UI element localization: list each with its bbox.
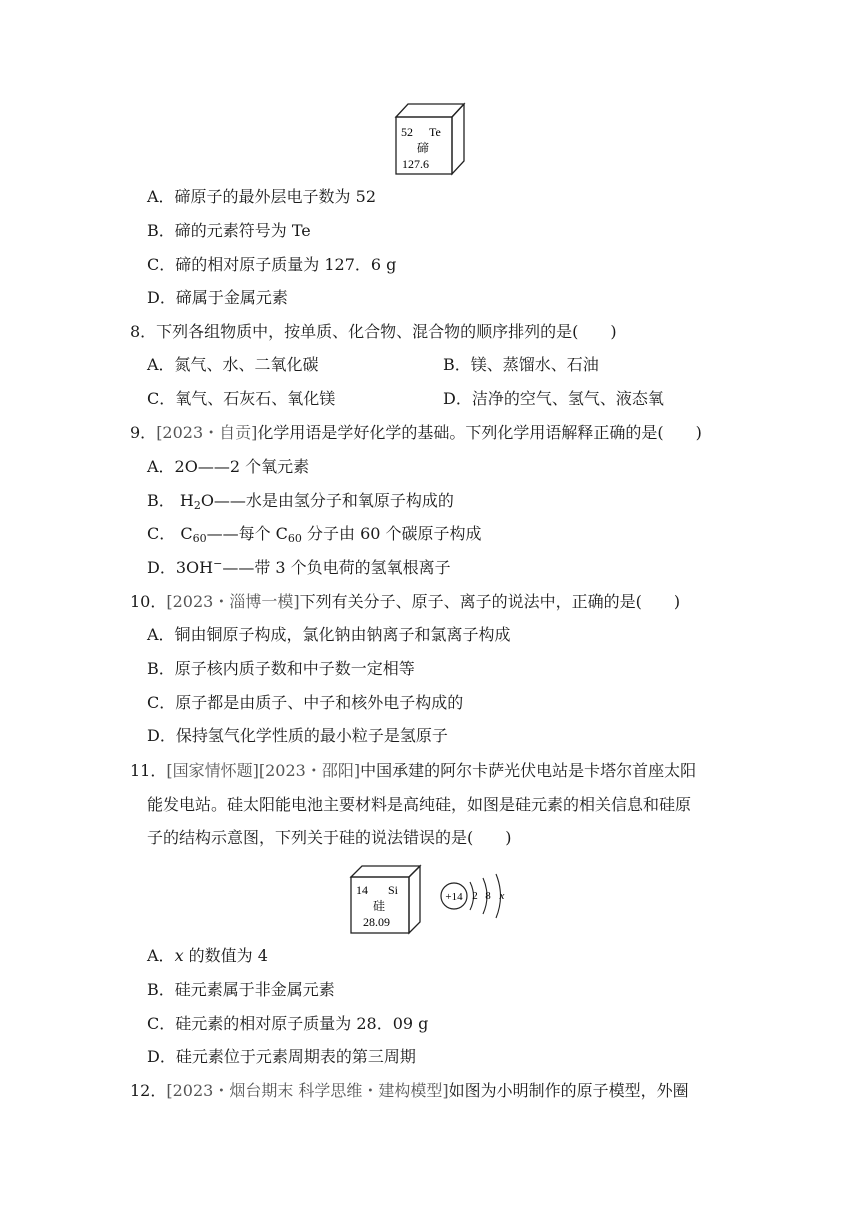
q8-option-d: D．洁净的空气、氢气、液态氧 <box>443 389 664 408</box>
q10-option-c: C．原子都是由质子、中子和核外电子构成的 <box>147 693 464 712</box>
q10-option-d: D．保持氢气化学性质的最小粒子是氢原子 <box>147 726 448 745</box>
q9-number: 9． <box>130 423 157 442</box>
q7-option-a: A．碲原子的最外层电子数为 52 <box>147 187 377 206</box>
silicon-card-drawing <box>349 863 423 935</box>
q11-number: 11． <box>130 761 167 780</box>
nucleus-charge: +14 <box>445 891 463 903</box>
q11-source: [国家情怀题][2023・邵阳] <box>166 761 361 780</box>
silicon-element-card <box>349 863 423 935</box>
si-atomic-number: 14 <box>356 883 368 897</box>
q8-stem: 8．下列各组物质中，按单质、化合物、混合物的顺序排列的是( ) <box>130 322 617 341</box>
q11-option-d: D．硅元素位于元素周期表的第三周期 <box>147 1047 416 1066</box>
te-atomic-number: 52 <box>401 125 413 139</box>
q12-stem-line <box>130 1081 689 1101</box>
q11-option-c: C．硅元素的相对原子质量为 28．09 g <box>147 1014 429 1033</box>
q10-option-b: B．原子核内质子数和中子数一定相等 <box>147 659 415 678</box>
q8-option-b: B．镁、蒸馏水、石油 <box>443 355 599 374</box>
q12-source: [2023・烟台期末 科学思维・建构模型] <box>166 1081 449 1100</box>
shell-1-electrons: 2 <box>472 890 478 902</box>
si-name: 硅 <box>373 899 386 913</box>
q8-option-a: A．氮气、水、二氧化碳 <box>147 355 319 374</box>
q11-option-a: A．x 的数值为 4 <box>147 946 268 965</box>
tellurium-element-card <box>394 101 468 177</box>
si-atomic-mass: 28.09 <box>363 915 390 929</box>
q9-option-c: C． $C_{60}——$每个 $C_{60}$ 分子由 60 个碳原子构成 <box>147 524 482 545</box>
te-symbol: Te <box>429 125 441 139</box>
q10-stem-line <box>130 592 680 612</box>
q10-option-a: A．铜由铜原子构成，氯化钠由钠离子和氯离子构成 <box>147 625 511 644</box>
q11-stem-line-1 <box>130 761 696 781</box>
q7-option-d: D．碲属于金属元素 <box>147 288 288 307</box>
q11-option-b: B．硅元素属于非金属元素 <box>147 980 335 999</box>
q9-stem-line <box>130 423 702 443</box>
q10-stem: 下列有关分子、原子、离子的说法中，正确的是( ) <box>299 592 681 611</box>
q9-option-d: D．3OH−——带 3 个负电荷的氢氧根离子 <box>147 557 451 577</box>
q9-option-b: B． $H_2O——$水是由氢分子和氧原子构成的 <box>147 491 454 512</box>
q12-number: 12． <box>130 1081 167 1100</box>
q7-option-c: C．碲的相对原子质量为 127．6 g <box>147 255 397 274</box>
silicon-atom-drawing <box>437 868 517 924</box>
shell-2-electrons: 8 <box>485 890 491 902</box>
q8-option-c: C．氧气、石灰石、氧化镁 <box>147 389 336 408</box>
si-symbol: Si <box>388 883 399 897</box>
q12-stem: 如图为小明制作的原子模型，外圈 <box>448 1081 689 1100</box>
te-name: 碲 <box>417 141 430 155</box>
q10-source: [2023・淄博一模] <box>166 592 300 611</box>
tellurium-card-drawing <box>394 101 468 177</box>
shell-3-electrons: x <box>499 890 505 902</box>
q11-stem-1: 中国承建的阿尔卡萨光伏电站是卡塔尔首座太阳 <box>360 761 697 780</box>
q9-option-a: A．2O——2 个氧元素 <box>147 457 310 476</box>
q9-stem: 化学用语是学好化学的基础。下列化学用语解释正确的是( ) <box>257 423 702 442</box>
te-atomic-mass: 127.6 <box>402 157 429 171</box>
q10-number: 10． <box>130 592 167 611</box>
q9-source: [2023・自贡] <box>156 423 258 442</box>
q11-stem-line-2: 能发电站。硅太阳能电池主要材料是高纯硅，如图是硅元素的相关信息和硅原 <box>147 795 692 814</box>
q11-stem-line-3: 子的结构示意图，下列关于硅的说法错误的是( ) <box>147 828 512 847</box>
q7-option-b: B．碲的元素符号为 Te <box>147 221 311 240</box>
silicon-atom-structure-diagram <box>437 868 517 924</box>
